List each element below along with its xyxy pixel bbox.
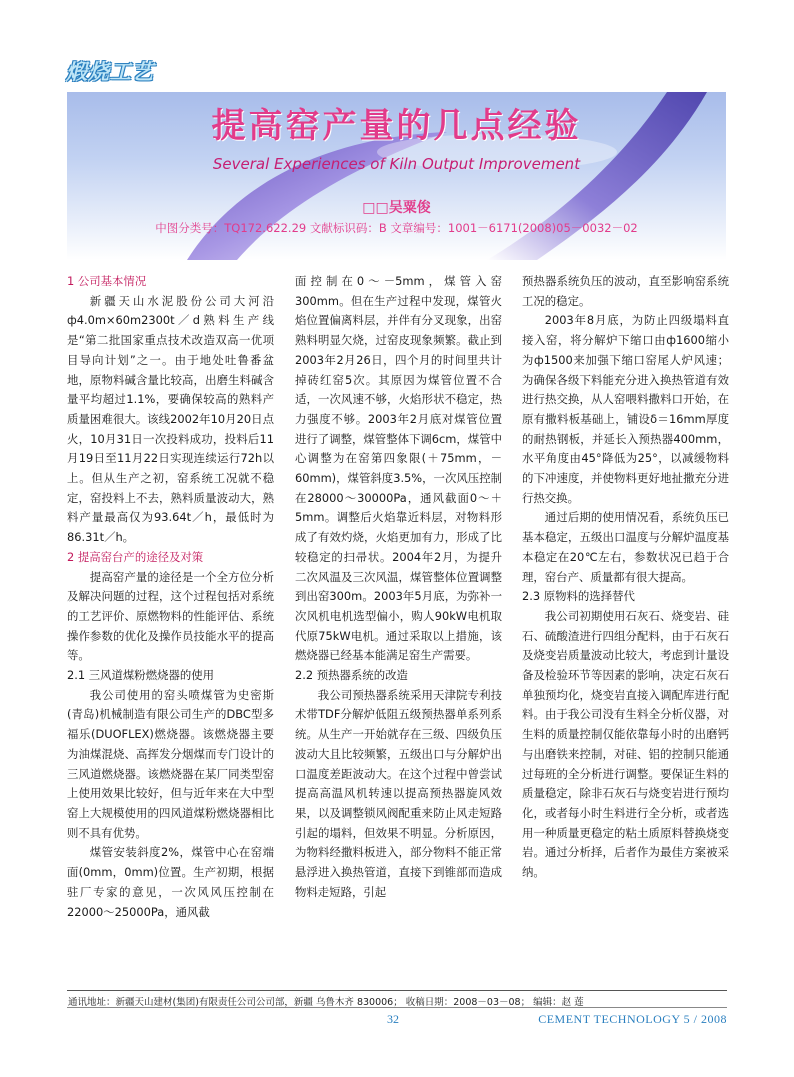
paragraph: 提高窑产量的途径是一个全方位分析及解决问题的过程，这个过程包括对系统的工艺评价、原燃物料的性能评估、系统操作参数的优化及操作员技能水平的提高等。 xyxy=(67,569,274,663)
footnote: 通讯地址：新疆天山建材(集团)有限责任公司公司部，新疆 乌鲁木齐 830006； 收稿日期：2008－03－08； 编辑：赵 莲 xyxy=(68,997,584,1008)
paragraph: 我公司使用的窑头喷煤管为史密斯(青岛)机械制造有限公司生产的DBC型多福乐(DUOFLEX)燃烧器。该燃烧器主要为油煤混烧、高挥发分烟煤而专门设计的三风道燃烧器。该燃烧器在某厂同类型窑上使用效果比较好，但与近年来在大中型窑上大规模使用的四风道煤粉燃烧器相比则不具有优势。 xyxy=(67,687,274,840)
footer-divider xyxy=(67,990,727,991)
section-heading: 2.2 预热器系统的改造 xyxy=(295,668,408,683)
section-heading: 1 公司基本情况 xyxy=(67,274,147,288)
paragraph: 我公司预热器系统采用天津院专利技术带TDF分解炉低阻五级预热器单系列系统。从生产一开始就存在三级、四级负压波动大且比较频繁，五级出口与分解炉出口温度差距波动大。在这个过程中曾尝试提高高温风机转速以提高预热器旋风效果，以及调整锁风阀配重来防止风走短路引起的塌料，但效果不明显。分析原因，为物料经撒料板进入，部分物料不能正常悬浮进入换热管道，直接下到锥部而造成物料走短路，引起 xyxy=(295,687,502,899)
column-3 xyxy=(522,272,729,883)
article-subtitle-en: Several Experiences of Kiln Output Improvement xyxy=(212,155,581,173)
section-tag: 煅烧工艺 xyxy=(66,60,154,84)
paragraph-continued: 预热器系统负压的波动，直至影响窑系统工况的稳定。 xyxy=(522,274,729,308)
classification-meta: 中图分类号：TQ172.622.29 文献标识码：B 文章编号：1001－6171(2008)05－0032－02 xyxy=(155,221,638,235)
author: □□吴粟俊 xyxy=(362,200,431,216)
paragraph-continued: 面控制在0～－5mm，煤管入窑300mm。但在生产过程中发现，煤管火焰位置偏离料层，并伴有分叉现象，出窑熟料明显欠烧，过窑皮现象频繁。截止到2003年2月26日，四个月的时间里共计掉砖红窑5次。其原因为煤管位置不合适，一次风速不够，火焰形状不稳定，热力强度不够。2003年2月底对煤管位置进行了调整，煤管整体下调6cm，煤管中心调整为在窑第四象限(＋75mm，－60mm)，煤管斜度3.5%，一次风压控制在28000～30000Pa，通风截面0～＋5mm。调整后火焰靠近料层，对物料形成了有效灼烧，火焰更加有力，形成了比较稳定的扫帚状。2004年2月，为提升二次风温及三次风温，煤管整体位置调整到出窑300m。2003年5月底，为弥补一次风机电机选型偏小，购人90kW电机取代原75kW电机。通过采取以上措施，该燃烧器已经基本能满足窑生产需要。 xyxy=(295,274,502,663)
paragraph: 2003年8月底，为防止四级塌料直接入窑，将分解炉下缩口由ф1600缩小为ф1500来加强下缩口窑尾人炉风速；为确保各级下料能充分进入换热管道有效进行热交换，从人窑喂料撒料口开始，在原有撒料板基础上，铺设δ＝16mm厚度的耐热钢板，并延长入预热器400mm，水平角度由45°降低为25°，以减缓物料的下冲速度，并使物料更好地扯撒充分进行热交换。 xyxy=(522,313,729,505)
paragraph: 新疆天山水泥股份公司大河沿ф4.0m×60m2300t／d熟料生产线是“第二批国家重点技术改造双高一优项目导向计划”之一。由于地处吐鲁番盆地，原物料碱含量比较高，出磨生料碱含量平均超过1.1%，要确保较高的熟料产质量困难很大。该线2002年10月20日点火，10月31日一次投料成功，投料后11月19日至11月22日实现连续运行72h以上。但从生产之初，窑系统工况就不稳定，窑投料上不去，熟料质量波动大，熟料产量最高仅为93.64t／h，最低时为86.31t／h。 xyxy=(67,293,274,545)
article-title: 提高窑产量的几点经验 xyxy=(211,106,582,146)
bottom-divider xyxy=(67,1007,727,1008)
section-heading: 2.1 三风道煤粉燃烧器的使用 xyxy=(67,668,215,683)
section-heading: 2 提高窑台产的途径及对策 xyxy=(67,549,204,564)
journal-name: CEMENT TECHNOLOGY 5 / 2008 xyxy=(538,1012,727,1026)
paragraph: 通过后期的使用情况看，系统负压已基本稳定，五级出口温度与分解炉温度基本稳定在20℃左右，参数状况已趋于合理，窑台产、质量都有很大提高。 xyxy=(522,510,729,584)
article-body xyxy=(67,272,729,980)
paragraph: 我公司初期使用石灰石、烧变岩、硅石、硫酸渣进行四组分配料，由于石灰石及烧变岩质量波动比较大，考虑到计量设备及检验环节等因素的影响，决定石灰石单独预均化，烧变岩直接入调配库进行配料。由于我公司没有生料全分析仪器，对生料的质量控制仅能依靠每小时的出磨钙与出磨铁来控制，对硅、铝的控制只能通过每班的全分析进行调整。要保证生料的质量稳定，除非石灰石与烧变岩进行预均化，或者每小时生料进行全分析，或者选用一种质量更稳定的粘土质原料替换烧变岩。通过分析择，后者作为最佳方案被采纳。 xyxy=(522,608,729,880)
section-heading: 2.3 原物料的选择替代 xyxy=(522,589,635,604)
column-1 xyxy=(67,272,274,922)
paragraph: 煤管安装斜度2%，煤管中心在窑端面(0mm，0mm)位置。生产初期，根据驻厂专家的意见，一次风风压控制在22000～25000Pa，通风截 xyxy=(67,845,274,919)
page-number: 32 xyxy=(387,1012,399,1026)
column-2 xyxy=(295,272,502,903)
title-banner xyxy=(67,92,726,260)
